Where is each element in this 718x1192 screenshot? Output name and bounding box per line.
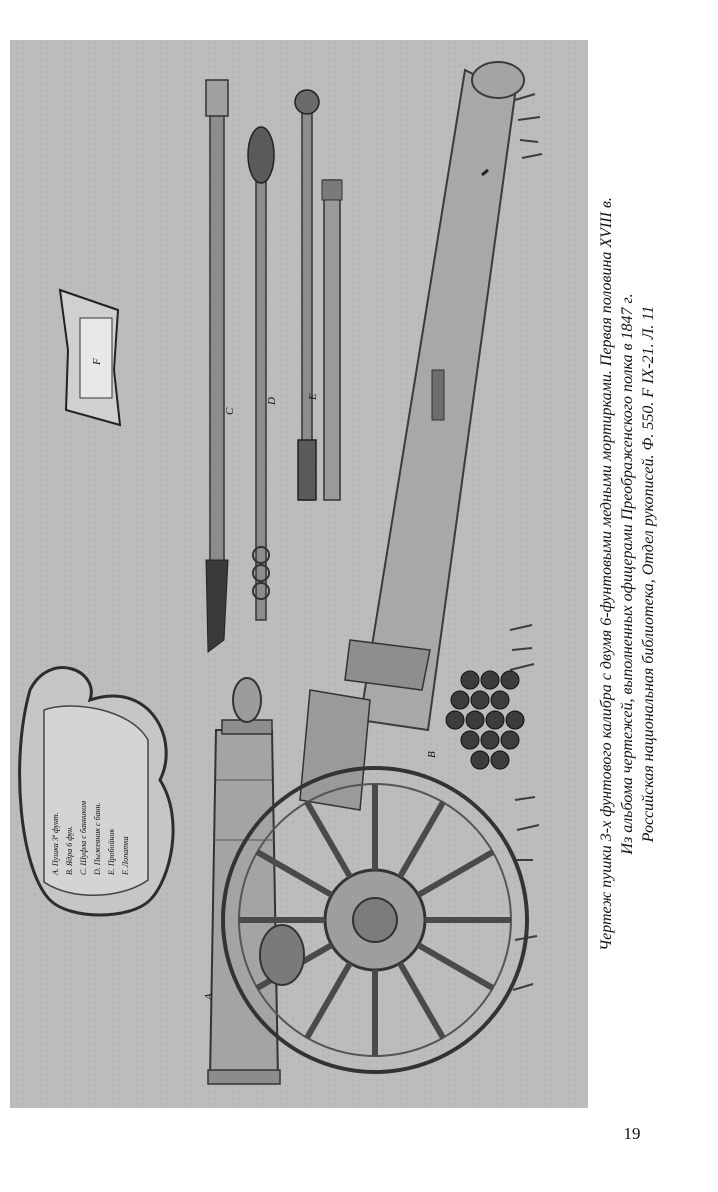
cannonball <box>481 671 499 689</box>
cannonball <box>481 731 499 749</box>
label-f: F <box>91 358 103 365</box>
label-a: A <box>203 993 215 1000</box>
cannonball <box>501 671 519 689</box>
legend-line-d: D. Пыжевник с банн. <box>93 802 102 875</box>
caption-line-1: Чертеж пушки 3-х фунтового калибра с двумя 6-фунтовыми медными мортирками. Первая половина XVIII в. <box>598 197 615 951</box>
carriage-wheel <box>223 768 527 1072</box>
legend-line-c: C. Шуфла с банником <box>79 800 88 875</box>
page-number: 19 <box>623 1124 641 1143</box>
label-e: E <box>307 393 319 400</box>
cannonball <box>466 711 484 729</box>
legend-line-e: E. Пробойник <box>107 828 116 875</box>
legend-line-f: F. Лопатка <box>121 836 130 875</box>
label-d: D <box>266 397 278 405</box>
cannonball <box>461 731 479 749</box>
cannon-drawing <box>10 40 588 1108</box>
cannonball <box>451 691 469 709</box>
label-b: B <box>426 751 438 758</box>
cannonball <box>501 731 519 749</box>
rammer-tool <box>206 80 228 652</box>
figure-caption <box>596 40 706 1108</box>
cannonball <box>446 711 464 729</box>
cannonball <box>491 751 509 769</box>
scale-plate <box>60 290 120 425</box>
legend-line-a: A. Пушка 3ª фунт. <box>51 812 60 875</box>
cannonball <box>486 711 504 729</box>
caption-line-3: Российская национальная библиотека, Отдел рукописей. Ф. 550. F IX-21. Л. 11 <box>640 305 657 843</box>
cannonball <box>491 691 509 709</box>
cannonball <box>471 691 489 709</box>
cannonball <box>506 711 524 729</box>
cannonball <box>471 751 489 769</box>
legend-line-b: B. Ядра 6 фун. <box>65 825 74 875</box>
cannon-drawing-figure <box>10 40 588 1108</box>
caption-line-2: Из альбома чертежей, выполненных офицерами Преображенского полка в 1847 г. <box>619 293 636 855</box>
cannonball <box>461 671 479 689</box>
label-c: C <box>224 407 236 415</box>
small-mortar <box>260 925 304 985</box>
